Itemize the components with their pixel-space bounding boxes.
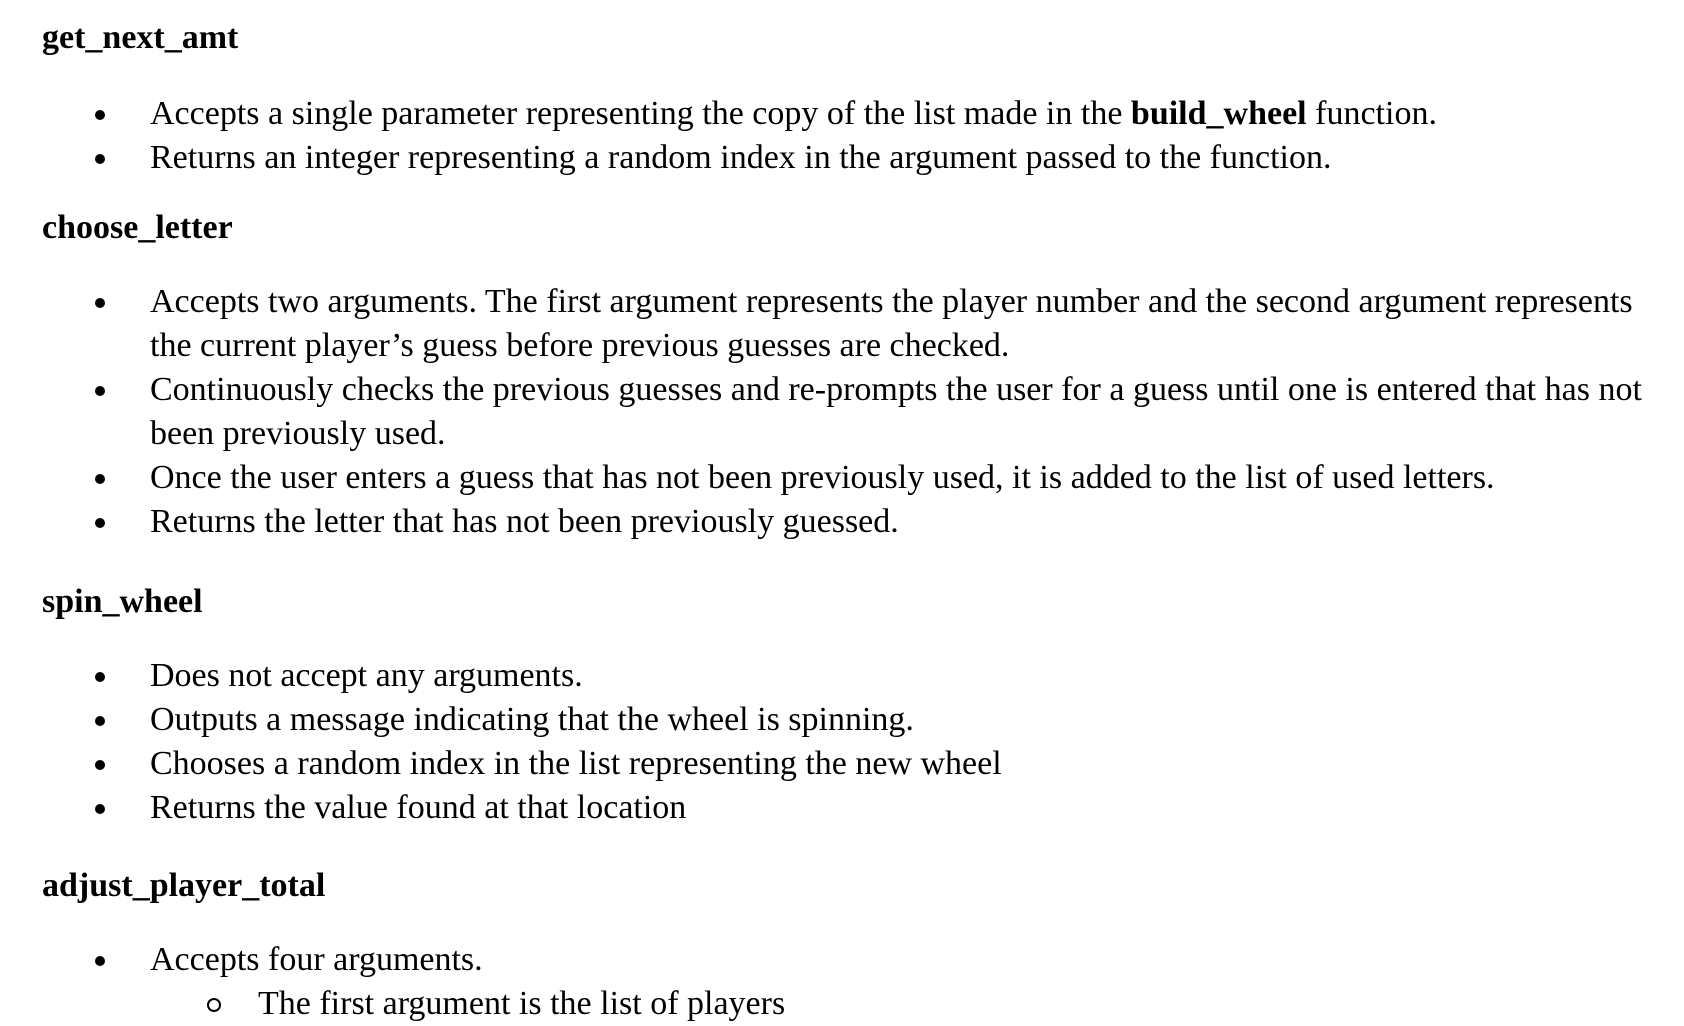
bullet-icon — [95, 672, 105, 682]
bullet-icon — [95, 298, 105, 308]
list-choose-letter — [42, 280, 1650, 544]
list-item: Accepts four arguments. — [42, 938, 1650, 982]
bullet-icon — [95, 154, 105, 164]
list-item: Returns the value found at that location — [42, 786, 1650, 830]
bullet-icon — [95, 956, 105, 966]
bullet-icon — [95, 474, 105, 484]
list-item: Does not accept any arguments. — [42, 654, 1650, 698]
bullet-icon — [95, 760, 105, 770]
list-adjust-player-total — [42, 938, 1650, 1026]
bullet-icon — [95, 804, 105, 814]
bullet-icon — [95, 110, 105, 120]
list-item: Outputs a message indicating that the wheel is spinning. — [42, 698, 1650, 742]
hollow-bullet-icon — [207, 998, 221, 1012]
function-name-bold: build_wheel — [1130, 95, 1307, 132]
sub-list-item: The first argument is the list of players — [42, 982, 1650, 1026]
list-item: Continuously checks the previous guesses and re-prompts the user for a guess until one is entered that has not been previously used. — [42, 368, 1650, 456]
list-item: Accepts a single parameter representing the copy of the list made in the build_wheel function. — [42, 92, 1650, 136]
list-get-next-amt — [42, 92, 1650, 180]
list-item: Once the user enters a guess that has not been previously used, it is added to the list of used letters. — [42, 456, 1650, 500]
list-item: Returns the letter that has not been previously guessed. — [42, 500, 1650, 544]
heading-spin-wheel: spin_wheel — [42, 583, 203, 620]
list-item: Accepts two arguments. The first argument represents the player number and the second argument represents the current player’s guess before previous guesses are checked. — [42, 280, 1650, 368]
heading-get-next-amt: get_next_amt — [42, 19, 239, 56]
bullet-icon — [95, 518, 105, 528]
list-spin-wheel — [42, 654, 1650, 830]
list-item: Returns an integer representing a random index in the argument passed to the function. — [42, 136, 1650, 180]
heading-choose-letter: choose_letter — [42, 209, 233, 246]
bullet-icon — [95, 386, 105, 396]
list-item: Chooses a random index in the list representing the new wheel — [42, 742, 1650, 786]
heading-adjust-player-total: adjust_player_total — [42, 867, 326, 904]
bullet-icon — [95, 716, 105, 726]
